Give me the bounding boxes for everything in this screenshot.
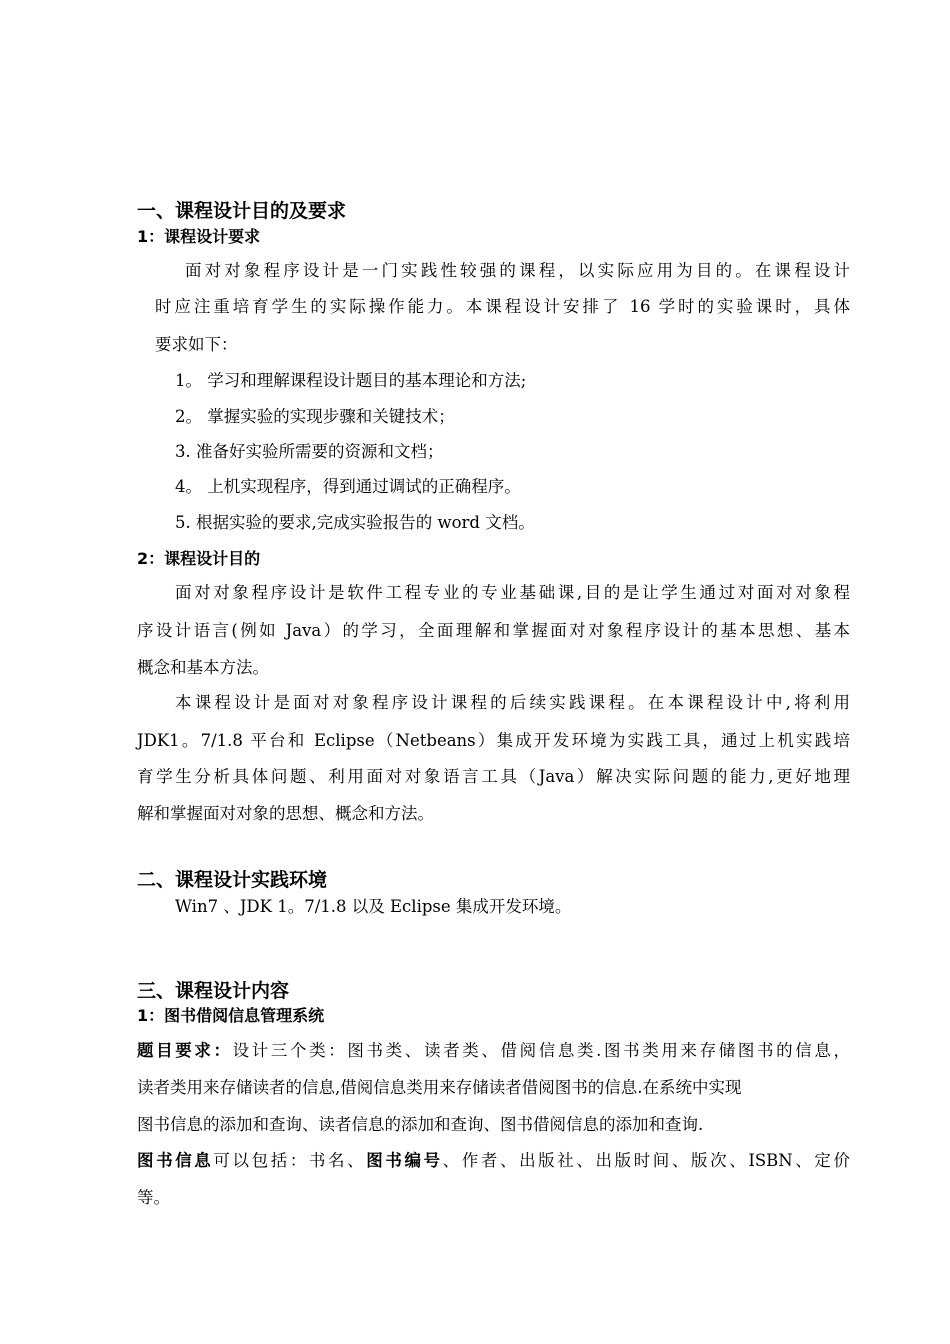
paragraph-line: JDK1。7/1.8 平台和 Eclipse（Netbeans）集成开发环境为实践工具，通过上机实践培 (137, 731, 850, 750)
requirement-label: 题目要求： (137, 1041, 233, 1060)
subheading-requirements: 1：课程设计要求 (137, 227, 261, 246)
book-number-label: 图书编号 (366, 1151, 443, 1170)
list-item: 4。 上机实现程序，得到通过调试的正确程序。 (175, 477, 521, 496)
section-heading-2: 二、课程设计实践环境 (137, 869, 328, 891)
book-info-line: 等。 (137, 1188, 170, 1207)
requirement-line: 读者类用来存储读者的信息,借阅信息类用来存储读者借阅图书的信息.在系统中实现 (137, 1078, 742, 1097)
list-item: 3. 准备好实验所需要的资源和文档； (175, 442, 444, 461)
paragraph-line: 序设计语言(例如 Java）的学习，全面理解和掌握面对对象程序设计的基本思想、基本 (137, 621, 850, 640)
paragraph-line: 面对对象程序设计是软件工程专业的专业基础课,目的是让学生通过对面对对象程 (175, 583, 850, 602)
book-info-text: 、作者、出版社、出版时间、版次、ISBN、定价 (442, 1151, 851, 1170)
requirement-line (137, 1043, 850, 1060)
section-heading-3: 三、课程设计内容 (137, 980, 290, 1002)
subheading-library-system: 1：图书借阅信息管理系统 (137, 1006, 325, 1025)
subheading-purpose: 2：课程设计目的 (137, 549, 261, 568)
paragraph-line: 解和掌握面对对象的思想、概念和方法。 (137, 804, 434, 823)
paragraph-line: 概念和基本方法。 (137, 658, 269, 677)
paragraph-line: 育学生分析具体问题、利用面对对象语言工具（Java）解决实际问题的能力,更好地理 (137, 767, 850, 786)
paragraph-line: 时应注重培育学生的实际操作能力。本课程设计安排了 16 学时的实验课时，具体 (155, 297, 850, 316)
environment-text: Win7 、JDK 1。7/1.8 以及 Eclipse 集成开发环境。 (175, 897, 572, 916)
book-info-label: 图书信息 (137, 1151, 214, 1170)
book-info-line (137, 1153, 850, 1170)
paragraph-line: 本课程设计是面对对象程序设计课程的后续实践课程。在本课程设计中,将利用 (175, 693, 850, 712)
list-item: 1。 学习和理解课程设计题目的基本理论和方法; (175, 371, 527, 390)
requirement-line: 图书信息的添加和查询、读者信息的添加和查询、图书借阅信息的添加和查询. (137, 1115, 704, 1134)
section-heading-1: 一、课程设计目的及要求 (137, 200, 347, 222)
list-item: 5. 根据实验的要求,完成实验报告的 word 文档。 (175, 513, 535, 532)
book-info-text: 可以包括：书名、 (213, 1151, 367, 1170)
list-item: 2。 掌握实验的实现步骤和关键技术； (175, 407, 455, 426)
paragraph-line: 面对对象程序设计是一门实践性较强的课程，以实际应用为目的。在课程设计 (185, 261, 850, 280)
requirement-text: 设计三个类：图书类、读者类、借阅信息类.图书类用来存储图书的信息， (232, 1041, 851, 1060)
paragraph-line: 要求如下： (155, 335, 238, 354)
